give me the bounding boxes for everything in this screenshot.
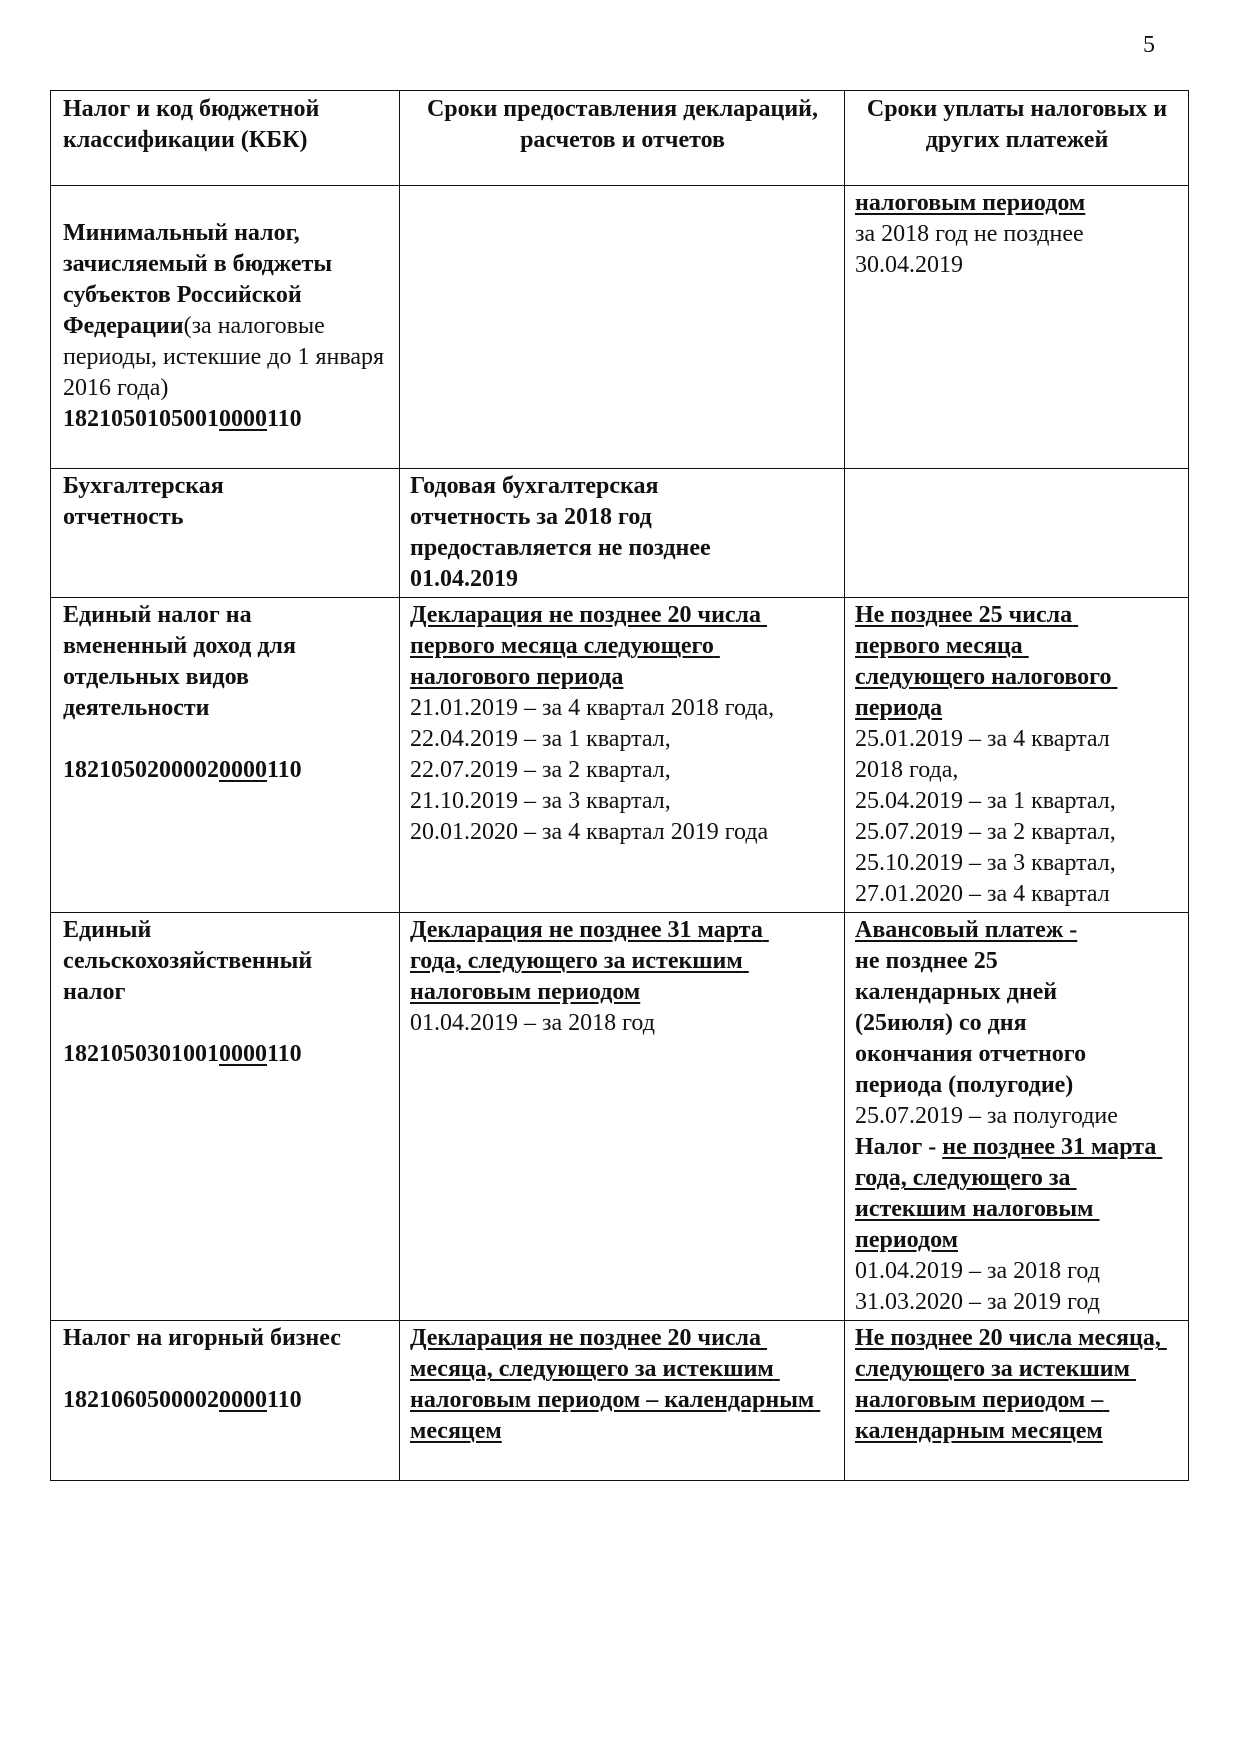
tax-deadlines-table: [50, 90, 1189, 1481]
report-date: 20.01.2020 – за 4 квартал 2019 года: [410, 819, 769, 845]
page-number: 5: [1143, 32, 1155, 58]
tax-payment-label: Налог -: [855, 1134, 943, 1160]
report-cell: [400, 186, 845, 469]
report-date: 01.04.2019 – за 2018 год: [410, 1010, 655, 1036]
table-row: [51, 1321, 1189, 1481]
tax-payment-heading: [855, 1132, 1165, 1256]
tax-cell: [51, 469, 400, 598]
advance-payment-date: 25.07.2019 – за полугодие: [855, 1103, 1118, 1129]
report-cell: [400, 598, 845, 913]
payment-date: за 2018 год не позднее 30.04.2019: [855, 221, 1090, 278]
tax-note: (за налоговые периоды, истекшие до 1 января 2016 года): [63, 313, 385, 401]
report-date: 22.07.2019 – за 2 квартал,: [410, 757, 671, 783]
header-tax-kbk: Налог и код бюджетной классификации (КБК): [51, 91, 400, 186]
payment-cell: [845, 469, 1189, 598]
tax-name: Единый налог на вмененный доход для отдельных видов деятельности: [63, 602, 296, 721]
header-report-deadlines: Сроки предоставления деклараций, расчетов и отчетов: [400, 91, 845, 186]
payment-cell: [845, 1321, 1189, 1481]
payment-heading: налоговым периодом: [855, 190, 1086, 216]
kbk-code: 18210502000020000110: [63, 757, 302, 783]
table-header-row: [51, 91, 1189, 186]
payment-date: 25.04.2019 – за 1 квартал,: [855, 788, 1116, 814]
report-heading: Декларация не позднее 31 марта года, следующего за истекшим налоговым периодом: [410, 917, 769, 1005]
payment-heading: Не позднее 20 числа месяца, следующего за истекшим налоговым периодом – календарным месяцем: [855, 1325, 1167, 1444]
kbk-code: 18210503010010000110: [63, 1041, 302, 1067]
header-payment-deadlines: Сроки уплаты налоговых и других платежей: [845, 91, 1189, 186]
tax-cell: [51, 913, 400, 1321]
payment-cell: [845, 913, 1189, 1321]
payment-date: 25.01.2019 – за 4 квартал 2018 года,: [855, 726, 1116, 783]
tax-cell: [51, 598, 400, 913]
report-cell: [400, 913, 845, 1321]
tax-name: Налог на игорный бизнес: [63, 1325, 341, 1351]
table-row: [51, 598, 1189, 913]
table-row: [51, 913, 1189, 1321]
report-heading: Декларация не позднее 20 числа первого месяца следующего налогового периода: [410, 602, 768, 690]
advance-payment-text: не позднее 25 календарных дней (25июля) со дня окончания отчетного периода (полугодие): [855, 948, 1093, 1098]
tax-cell: [51, 186, 400, 469]
report-date: 21.10.2019 – за 3 квартал,: [410, 788, 671, 814]
kbk-code: 18210605000020000110: [63, 1387, 302, 1413]
payment-date: 31.03.2020 – за 2019 год: [855, 1289, 1100, 1315]
payment-date: 25.07.2019 – за 2 квартал,: [855, 819, 1116, 845]
report-text: Годовая бухгалтерская отчетность за 2018 год предоставляется не позднее 01.04.2019: [410, 473, 711, 592]
payment-date: 01.04.2019 – за 2018 год: [855, 1258, 1100, 1284]
report-heading: Декларация не позднее 20 числа месяца, следующего за истекшим налоговым периодом – календарным месяцем: [410, 1325, 821, 1444]
report-cell: [400, 469, 845, 598]
tax-payment-deadline: не позднее 31 марта года, следующего за истекшим налоговым периодом: [855, 1134, 1163, 1253]
tax-name: Бухгалтерская отчетность: [63, 473, 224, 530]
report-date: 22.04.2019 – за 1 квартал,: [410, 726, 671, 752]
kbk-code: 18210501050010000110: [63, 406, 302, 432]
report-cell: [400, 1321, 845, 1481]
tax-name: Минимальный налог, зачисляемый в бюджеты субъектов Российской Федерации: [63, 220, 333, 339]
table-row: [51, 469, 1189, 598]
payment-cell: [845, 598, 1189, 913]
payment-heading: Не позднее 25 числа первого месяца следующего налогового периода: [855, 602, 1118, 721]
advance-payment-label: Авансовый платеж -: [855, 917, 1078, 943]
report-date: 21.01.2019 – за 4 квартал 2018 года,: [410, 695, 775, 721]
payment-cell: [845, 186, 1189, 469]
tax-name: Единый сельскохозяйственный налог: [63, 917, 313, 1005]
payment-date: 27.01.2020 – за 4 квартал: [855, 881, 1110, 907]
payment-date: 25.10.2019 – за 3 квартал,: [855, 850, 1116, 876]
table-row: [51, 186, 1189, 469]
tax-cell: [51, 1321, 400, 1481]
